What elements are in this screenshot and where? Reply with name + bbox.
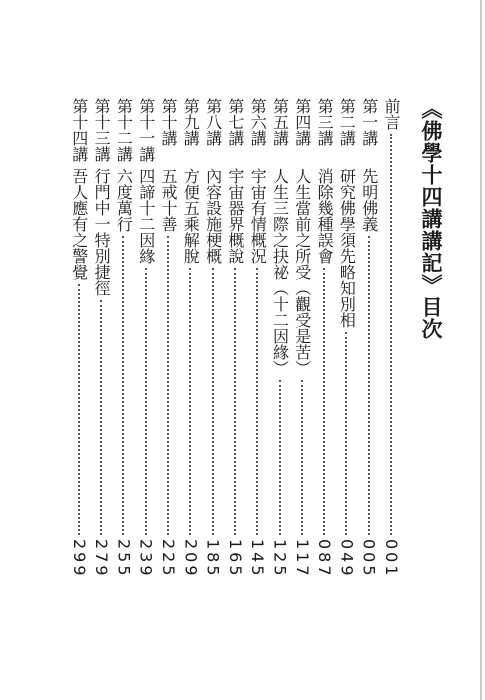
chapter-title: 消除幾種誤會 [315,168,335,264]
page-number: 117 [292,539,312,579]
page-number: 005 [359,539,379,579]
page-number: 279 [92,539,112,579]
chapter-title: 內容設施梗概 [203,168,223,264]
leader-dots [301,380,303,535]
page-number: 225 [159,539,178,579]
chapter-label: 第十講 [159,98,178,146]
page-number: 165 [225,539,245,579]
toc-entry[interactable] [313,98,335,583]
toc-entry[interactable] [135,98,157,583]
page-number: 145 [248,539,268,579]
chapter-label: 第十三講 [92,98,112,162]
chapter-label: 第十一講 [136,98,156,162]
toc-entry[interactable] [224,98,246,583]
chapter-label: 第四講 [292,98,312,146]
chapter-title: 人生當前之所受（觀受是苦） [292,168,312,376]
leader-dots [234,268,236,535]
chapter-label: 第八講 [203,98,223,146]
chapter-title: 方便五乘解脫 [181,168,201,264]
chapter-title: 行門中一特別捷徑 [92,168,112,296]
page-number: 185 [203,539,223,579]
chapter-title: 人生三際之抉祕（十二因緣） [270,168,290,376]
page-number: 001 [382,539,401,579]
page-edge [480,0,482,700]
toc-entry[interactable] [112,98,134,583]
chapter-label: 第九講 [181,98,201,146]
page-number: 255 [114,539,134,579]
leader-dots [390,134,392,535]
chapter-label: 第三講 [315,98,335,146]
toc-title: 《佛學十四講講記》目次 [419,98,443,340]
toc-entry[interactable] [68,98,90,583]
toc-entry[interactable] [291,98,313,583]
leader-dots [212,268,214,535]
toc-entry[interactable] [335,98,357,583]
chapter-label: 第十四講 [69,98,89,162]
toc-entry[interactable] [179,98,201,583]
leader-dots [100,300,102,535]
chapter-title: 五戒十善 [159,168,178,232]
leader-dots [368,236,370,535]
chapter-label: 第五講 [270,98,290,146]
toc-entry[interactable] [157,98,179,583]
page-number: 049 [337,539,357,579]
leader-dots [145,268,147,535]
leader-dots [256,268,258,535]
leader-dots [167,236,169,535]
chapter-label: 前言 [382,98,401,130]
chapter-title: 先明佛義 [359,168,379,232]
toc-entry[interactable] [269,98,291,583]
chapter-title: 研究佛學須先略知別相 [337,168,357,328]
leader-dots [279,380,281,535]
leader-dots [323,268,325,535]
leader-dots [345,332,347,535]
chapter-title: 宇宙有情概況 [248,168,268,264]
page-number: 087 [315,539,335,579]
toc-entry[interactable] [246,98,268,583]
chapter-title: 吾人應有之警覺 [69,168,89,280]
chapter-label: 第十二講 [114,98,134,162]
leader-dots [122,236,124,535]
toc-entry[interactable] [202,98,224,583]
toc-entry[interactable] [358,98,380,583]
page-number: 239 [136,539,156,579]
chapter-title: 六度萬行 [114,168,134,232]
chapter-label: 第七講 [225,98,245,146]
leader-dots [78,284,80,535]
chapter-label: 第六講 [248,98,268,146]
toc-entry[interactable] [380,98,402,583]
chapter-label: 第二講 [337,98,357,146]
toc-entry[interactable] [90,98,112,583]
chapter-label: 第一講 [359,98,379,146]
page-number: 209 [181,539,201,579]
chapter-title: 宇宙器界概說 [225,168,245,264]
chapter-title: 四諦十二因緣 [136,168,156,264]
page-number: 125 [270,539,290,579]
page-number: 299 [69,539,89,579]
leader-dots [189,268,191,535]
